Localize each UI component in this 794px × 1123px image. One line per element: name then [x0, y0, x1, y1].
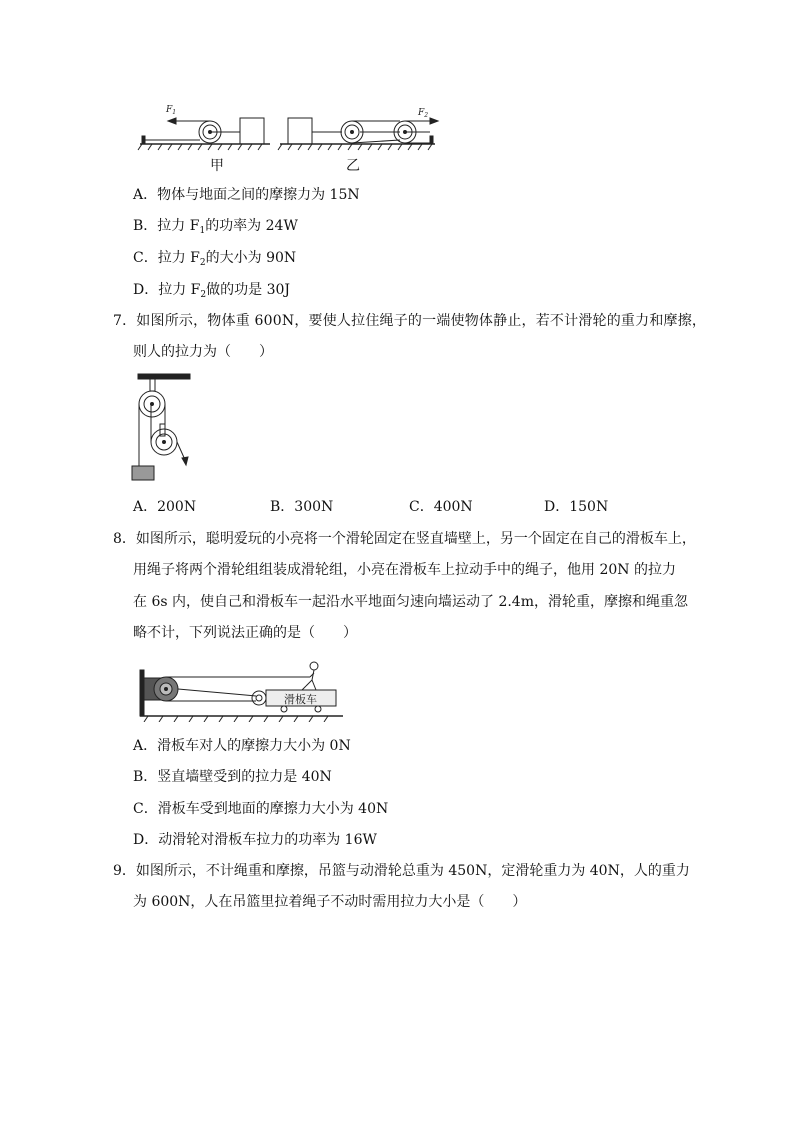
q6-option-b: B．拉力 $F_1$的功率为 24W	[133, 218, 298, 236]
figure-caption-jia: 甲	[210, 158, 224, 174]
force-label-f2: $F_2$	[418, 108, 429, 119]
q7-stem-line2: 则人的拉力为（ ）	[133, 344, 273, 360]
q8-option-a: A．滑板车对人的摩擦力大小为 0N	[133, 738, 351, 754]
q7-option-b: B．300N	[270, 499, 334, 515]
figure-caption-yi: 乙	[346, 158, 360, 174]
figure-yi	[278, 118, 438, 150]
pulley-figure-q7	[128, 370, 208, 486]
q8-stem-line3: 在 6s 内，使自己和滑板车一起沿水平地面匀速向墙运动了 2.4m，滑轮重，摩擦和绳重忽	[133, 594, 688, 610]
q9-stem-line1: 9．如图所示，不计绳重和摩擦，吊篮与动滑轮总重为 450N，定滑轮重力为 40N，人的重力	[113, 863, 690, 879]
q7-stem-line1: 7．如图所示，物体重 600N，要使人拉住绳子的一端使物体静止，若不计滑轮的重力和摩擦，	[113, 313, 707, 329]
q8-stem-line4: 略不计，下列说法正确的是（ ）	[133, 625, 357, 641]
q8-option-c: C．滑板车受到地面的摩擦力大小为 40N	[133, 801, 389, 817]
cart-label: 滑板车	[284, 693, 317, 706]
q6-option-c: C．拉力 $F_2$的大小为 90N	[133, 250, 297, 268]
q8-stem-line2: 用绳子将两个滑轮组组装成滑轮组，小亮在滑板车上拉动手中的绳子，他用 20N 的拉力	[133, 562, 676, 578]
q9-stem-line2: 为 600N，人在吊篮里拉着绳子不动时需用拉力大小是（ ）	[133, 894, 527, 910]
pulley-figure-jia-yi	[130, 100, 450, 180]
q7-option-a: A．200N	[133, 499, 197, 515]
q8-stem-line1: 8．如图所示，聪明爱玩的小亮将一个滑轮固定在竖直墙壁上，另一个固定在自己的滑板车上，	[113, 531, 696, 547]
q6-option-d: D．拉力 $F_2$做的功是 30J	[133, 282, 291, 300]
q7-option-c: C．400N	[409, 499, 473, 515]
q8-option-d: D．动滑轮对滑板车拉力的功率为 16W	[133, 832, 377, 848]
skateboard-pulley-figure	[138, 656, 348, 722]
figure-jia	[138, 118, 270, 150]
q7-option-d: D．150N	[544, 499, 609, 515]
q8-option-b: B．竖直墙壁受到的拉力是 40N	[133, 769, 332, 785]
force-label-f1: $F_1$	[166, 105, 177, 116]
q6-option-a: A．物体与地面之间的摩擦力为 15N	[133, 187, 360, 203]
